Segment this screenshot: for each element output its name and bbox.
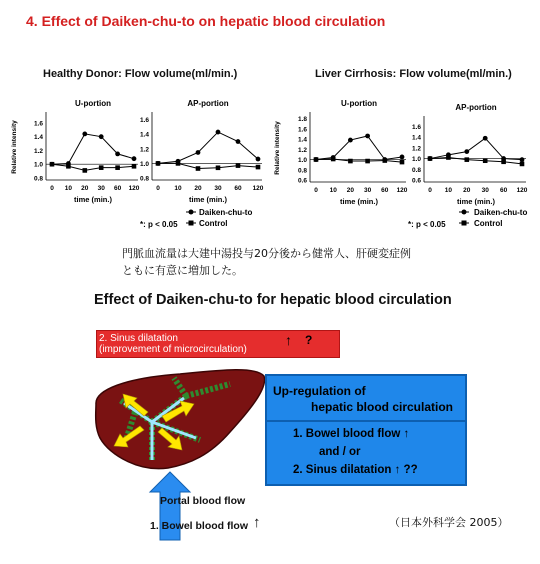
y-tick-label: 1.0	[411, 156, 421, 164]
y-tick-label: 1.6	[33, 120, 43, 128]
x-tick-label: 30	[363, 187, 372, 194]
y-tick-label: 1.8	[297, 116, 307, 124]
diagram-title: Effect of Daiken-chu-to for hepatic blood circulation	[94, 292, 452, 308]
legend-right	[408, 208, 527, 229]
y-tick-label: 1.4	[411, 134, 421, 142]
legend-daiken-left: Daiken-chu-to	[199, 208, 253, 217]
point-control	[99, 165, 104, 170]
y-tick-label: 1.2	[33, 147, 43, 155]
x-tick-label: 60	[381, 187, 389, 194]
note-line-1: 門脈血流量は大建中湯投与20分後から健常人、肝硬変症例	[122, 247, 411, 260]
charts-area	[0, 80, 540, 240]
series-line-daiken	[430, 138, 522, 159]
bluebox-item-bowel: 1. Bowel blood flow ↑	[293, 428, 410, 440]
bluebox-andor: and / or	[319, 446, 361, 458]
point-control	[115, 165, 120, 170]
point-control	[428, 156, 433, 161]
point-control	[156, 161, 161, 166]
x-tick-label: 10	[174, 185, 182, 192]
y-tick-label: 1.2	[411, 145, 421, 153]
x-tick-label: 10	[444, 187, 453, 194]
sinus-dilatation-box	[96, 330, 340, 358]
series-line-control	[158, 163, 258, 168]
x-tick-label: 120	[516, 187, 528, 194]
chart-3	[274, 99, 408, 206]
x-axis-label: time (min.)	[74, 195, 112, 204]
chart-2	[140, 99, 264, 204]
point-control	[365, 159, 370, 164]
citation: （日本外科学会 2005）	[389, 516, 509, 529]
x-tick-label: 10	[329, 187, 337, 194]
point-control	[331, 157, 336, 162]
point-control	[520, 162, 525, 167]
x-tick-label: 60	[499, 187, 508, 194]
series-line-daiken	[316, 136, 402, 160]
point-control	[236, 163, 241, 168]
y-tick-label: 0.8	[139, 175, 149, 183]
legend-marker-control	[189, 221, 194, 226]
point-daiken	[520, 157, 525, 162]
y-tick-label: 1.4	[139, 131, 149, 139]
bluebox-header	[267, 376, 465, 422]
x-tick-label: 60	[113, 185, 122, 192]
x-axis-label: time (min.)	[189, 195, 227, 204]
x-axis-label: time (min.)	[340, 197, 378, 206]
page-title: 4. Effect of Daiken-chu-to on hepatic blood circulation	[26, 13, 386, 29]
x-tick-label: 0	[156, 185, 160, 192]
legend-control-right: Control	[474, 219, 503, 228]
y-tick-label: 1.2	[139, 146, 149, 154]
point-control	[446, 155, 451, 160]
y-tick-label: 0.8	[33, 175, 43, 183]
legend-marker-daiken	[189, 210, 194, 215]
point-daiken	[216, 130, 221, 135]
y-tick-label: 1.2	[297, 146, 307, 154]
y-tick-label: 0.8	[411, 166, 421, 174]
chart-title: U-portion	[75, 99, 111, 108]
point-daiken	[483, 136, 488, 141]
y-axis-label: Relative intensity	[274, 121, 281, 175]
y-tick-label: 0.8	[297, 167, 307, 175]
note-line-2: ともに有意に増加した。	[122, 264, 243, 277]
point-control	[132, 164, 137, 169]
x-tick-label: 30	[481, 187, 489, 194]
y-tick-label: 1.6	[139, 117, 149, 125]
point-daiken	[464, 149, 469, 154]
x-tick-label: 10	[64, 185, 73, 192]
group-label-healthy: Healthy Donor: Flow volume(ml/min.)	[43, 68, 238, 80]
point-control	[483, 158, 488, 163]
point-control	[216, 165, 221, 170]
point-control	[83, 168, 88, 173]
point-control	[314, 157, 319, 162]
x-tick-label: 120	[252, 185, 264, 192]
x-axis-label: time (min.)	[457, 197, 495, 206]
bowel-up-arrow-icon: ↑	[253, 514, 261, 531]
point-daiken	[196, 150, 201, 155]
y-tick-label: 1.6	[297, 126, 307, 134]
portal-label: Portal blood flow	[160, 495, 246, 507]
chart-title: U-portion	[341, 99, 377, 108]
chart-title: AP-portion	[455, 103, 497, 112]
y-tick-label: 0.6	[297, 177, 307, 185]
x-tick-label: 0	[314, 187, 318, 194]
legend-sig-right: *: p < 0.05	[408, 220, 446, 229]
point-daiken	[115, 151, 120, 156]
up-arrow-icon: ↑	[285, 332, 292, 348]
x-tick-label: 20	[463, 187, 471, 194]
point-control	[501, 159, 506, 164]
sinus-line-1: 2. Sinus dilatation	[99, 333, 178, 344]
legend-daiken-right: Daiken-chu-to	[474, 208, 528, 217]
x-tick-label: 30	[214, 185, 222, 192]
point-control	[50, 162, 55, 167]
y-tick-label: 1.0	[33, 161, 43, 169]
chart-4	[412, 103, 528, 206]
x-tick-label: 60	[234, 185, 242, 192]
point-daiken	[99, 134, 104, 139]
x-tick-label: 20	[346, 187, 355, 194]
x-tick-label: 30	[97, 185, 105, 192]
point-daiken	[256, 157, 261, 162]
point-control	[383, 158, 388, 163]
y-tick-label: 1.0	[139, 160, 149, 168]
point-daiken	[82, 132, 87, 137]
point-daiken	[132, 156, 137, 161]
point-control	[348, 159, 353, 164]
legend-control-left: Control	[199, 219, 228, 228]
point-daiken	[348, 138, 353, 143]
y-tick-label: 1.4	[33, 134, 43, 142]
x-tick-label: 120	[128, 185, 140, 192]
x-tick-label: 20	[194, 185, 202, 192]
bluebox-header-line-1: Up-regulation of	[273, 384, 366, 398]
x-tick-label: 0	[428, 187, 432, 194]
group-label-cirrhosis: Liver Cirrhosis: Flow volume(ml/min.)	[315, 68, 512, 80]
point-daiken	[400, 155, 405, 160]
y-axis-label: Relative intensity	[11, 120, 18, 174]
legend-left	[140, 208, 252, 229]
y-tick-label: 1.6	[411, 123, 421, 131]
x-tick-label: 20	[81, 185, 89, 192]
point-control	[465, 157, 470, 162]
point-daiken	[365, 134, 370, 139]
y-tick-label: 1.4	[297, 136, 307, 144]
point-control	[196, 166, 201, 171]
series-line-daiken	[52, 134, 134, 164]
point-daiken	[236, 139, 241, 144]
point-control	[400, 160, 405, 165]
y-tick-label: 0.6	[411, 177, 421, 185]
chart-title: AP-portion	[187, 99, 229, 108]
point-control	[176, 161, 181, 166]
bluebox-item-sinus: 2. Sinus dilatation ↑ ??	[293, 464, 418, 476]
point-control	[256, 165, 261, 170]
question-mark: ?	[305, 333, 313, 347]
sinus-line-2: (improvement of microcirculation)	[99, 344, 247, 355]
series-line-control	[52, 164, 134, 170]
bowel-label: 1. Bowel blood flow	[150, 520, 248, 532]
x-tick-label: 120	[396, 187, 408, 194]
series-line-daiken	[158, 132, 258, 163]
chart-1	[11, 99, 140, 204]
point-control	[66, 164, 71, 169]
legend-sig-left: *: p < 0.05	[140, 220, 178, 229]
hepatic-upregulation-box	[265, 374, 467, 486]
bluebox-header-line-2: hepatic blood circulation	[311, 400, 454, 414]
y-tick-label: 1.0	[297, 157, 307, 165]
x-tick-label: 0	[50, 185, 54, 192]
